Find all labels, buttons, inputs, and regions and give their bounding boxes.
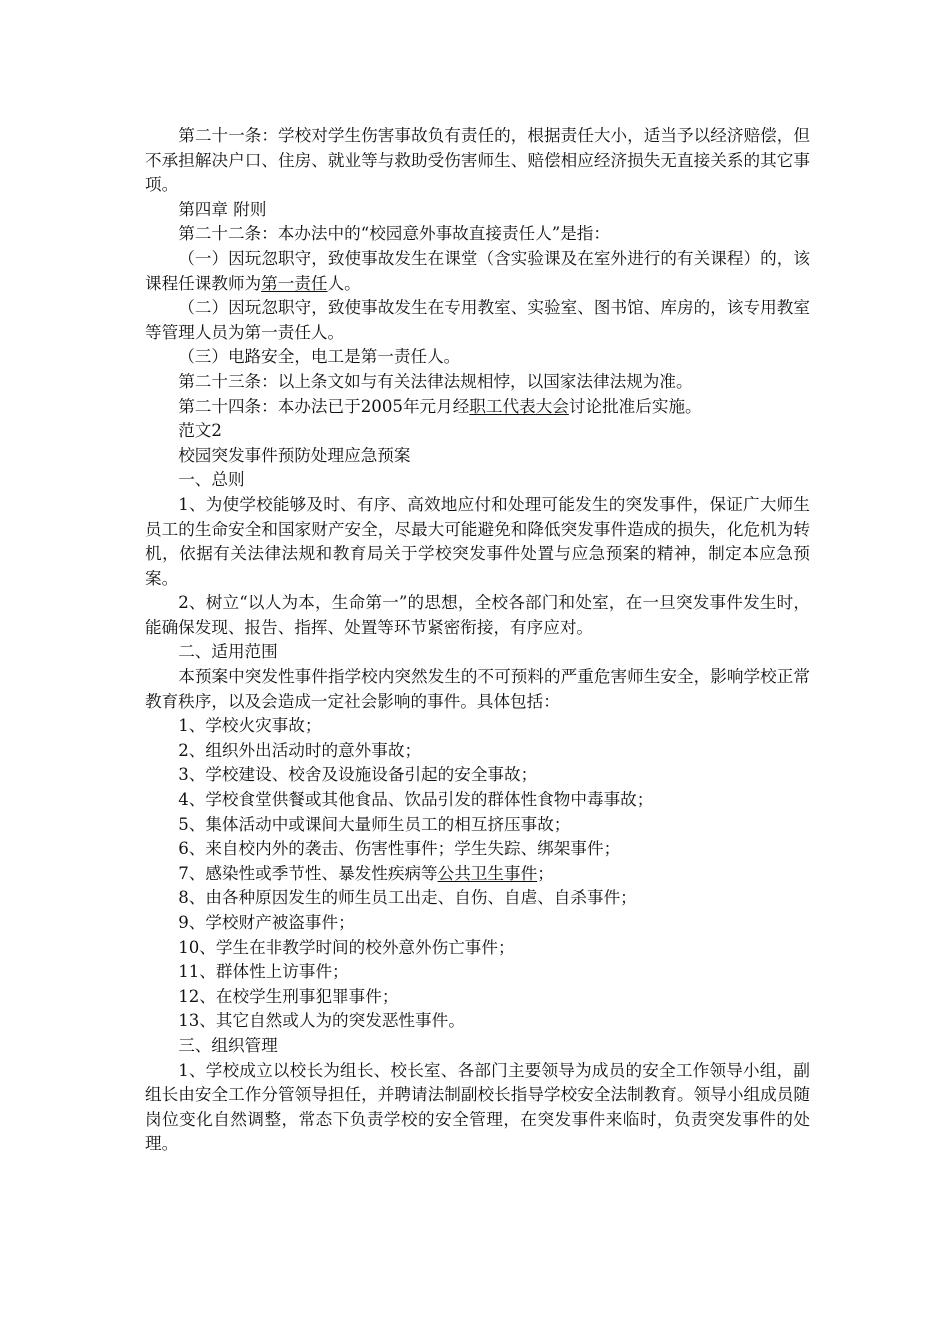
paragraph: [145, 1009, 810, 1034]
paragraph-text: 9、学校财产被盗事件；: [178, 913, 355, 932]
paragraph: [145, 296, 810, 345]
paragraph-text: （一）因玩忽职守，致使事故发生在课堂（含实验课及在室外进行的有关课程）的，该课程任课教师为: [145, 248, 810, 293]
underlined-link-text[interactable]: 公共卫生事件: [437, 863, 538, 883]
paragraph-text: 第二十一条：学校对学生伤害事故负有责任的，根据责任大小，适当予以经济赔偿，但不承担解决户口、住房、就业等与救助受伤害师生、赔偿相应经济损失无直接关系的其它事项。: [145, 126, 810, 195]
paragraph: [145, 665, 810, 714]
paragraph-text: 1、学校火灾事故；: [178, 716, 322, 736]
paragraph-text: 人。: [327, 273, 361, 293]
paragraph-text: 7、感染性或季节性、暴发性疾病等: [178, 863, 438, 883]
paragraph: [145, 493, 810, 591]
paragraph: [145, 763, 810, 788]
paragraph-text: 范文2: [178, 421, 222, 441]
underlined-link-text[interactable]: 第一责任: [261, 273, 328, 293]
paragraph: [145, 395, 810, 420]
document-page: [145, 124, 810, 1157]
paragraph: [145, 788, 810, 813]
paragraph-text: 本预案中突发性事件指学校内突然发生的不可预料的严重危害师生安全，影响学校正常教育秩序，以及会造成一定社会影响的事件。具体包括：: [145, 667, 810, 711]
paragraph: [145, 1034, 810, 1059]
paragraph: [145, 985, 810, 1010]
paragraph-text: 三、组织管理: [178, 1035, 278, 1055]
paragraph: [145, 124, 810, 198]
paragraph-text: 第二十三条：以上条文如与有关法律法规相悖，以国家法律法规为准。: [178, 371, 693, 391]
paragraph: [145, 247, 810, 296]
paragraph: [145, 936, 810, 961]
paragraph-text: 二、适用范围: [178, 642, 278, 662]
paragraph-text: 4、学校食堂供餐或其他食品、饮品引发的群体性食物中毒事故；: [178, 790, 654, 810]
paragraph: [145, 345, 810, 370]
paragraph: [145, 222, 810, 247]
paragraph-text: 8、由各种原因发生的师生员工出走、自伤、自虐、自杀事件；: [178, 888, 637, 908]
paragraph: [145, 640, 810, 665]
paragraph: [145, 813, 810, 838]
paragraph-text: 12、在校学生刑事犯罪事件；: [178, 986, 399, 1006]
paragraph-text: 2、树立“以人为本，生命第一”的思想，全校各部门和处室，在一旦突发事件发生时，能确保发现、报告、指挥、处置等环节紧密衔接，有序应对。: [145, 593, 810, 637]
paragraph: [145, 911, 810, 936]
paragraph-text: 一、总则: [178, 470, 245, 490]
paragraph: [145, 591, 810, 640]
paragraph-text: ；: [537, 863, 554, 883]
paragraph: [145, 444, 810, 469]
paragraph: [145, 739, 810, 764]
paragraph: [145, 370, 810, 395]
paragraph: [145, 714, 810, 739]
paragraph-text: 第二十四条：本办法已于2005年元月经: [178, 396, 470, 416]
paragraph-text: （二）因玩忽职守，致使事故发生在专用教室、实验室、图书馆、库房的，该专用教室等管理人员为第一责任人。: [145, 298, 810, 342]
paragraph: [145, 419, 810, 444]
paragraph: [145, 1059, 810, 1157]
paragraph-text: 5、集体活动中或课间大量师生员工的相互挤压事故；: [178, 814, 571, 834]
paragraph-text: 3、学校建设、校舍及设施设备引起的安全事故；: [178, 765, 538, 785]
paragraph: [145, 862, 810, 887]
paragraph: [145, 886, 810, 911]
paragraph-text: 6、来自校内外的袭击、伤害性事件；学生失踪、绑架事件；: [178, 839, 621, 859]
paragraph-text: （三）电路安全，电工是第一责任人。: [178, 347, 461, 367]
paragraph-text: 1、为使学校能够及时、有序、高效地应付和处理可能发生的突发事件，保证广大师生员工的生命安全和国家财产安全，尽最大可能避免和降低突发事件造成的损失，化危机为转机，依据有关法律法规和教育局关于学校突发事件处置与应急预案的精神，制定本应急预案。: [145, 494, 810, 588]
paragraph-text: 1、学校成立以校长为组长、校长室、各部门主要领导为成员的安全工作领导小组，副组长由安全工作分管领导担任，并聘请法制副校长指导学校安全法制教育。领导小组成员随岗位变化自然调整，常态下负责学校的安全管理，在突发事件来临时，负责突发事件的处理。: [145, 1060, 810, 1154]
paragraph-text: 2、组织外出活动时的意外事故；: [178, 740, 422, 760]
paragraph-text: 校园突发事件预防处理应急预案: [178, 445, 411, 465]
paragraph-text: 13、其它自然或人为的突发恶性事件。: [178, 1011, 465, 1031]
underlined-link-text[interactable]: 职工代表大会: [469, 396, 569, 416]
paragraph-text: 讨论批准后实施。: [568, 396, 702, 416]
paragraph: [145, 468, 810, 493]
paragraph: [145, 198, 810, 223]
paragraph-text: 11、群体性上访事件；: [178, 962, 349, 982]
paragraph-text: 10、学生在非教学时间的校外意外伤亡事件；: [178, 937, 515, 957]
paragraph: [145, 837, 810, 862]
paragraph-text: 第二十二条：本办法中的“校园意外事故直接责任人”是指：: [178, 224, 610, 244]
paragraph: [145, 960, 810, 985]
paragraph-text: 第四章 附则: [178, 199, 267, 219]
